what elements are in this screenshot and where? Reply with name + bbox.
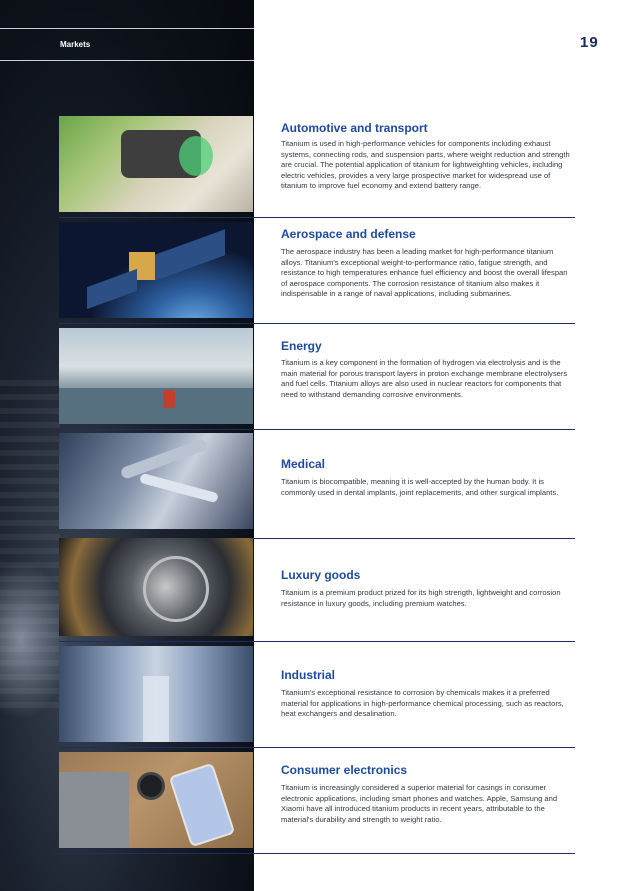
entry-divider — [59, 747, 575, 748]
entry-divider — [59, 641, 575, 642]
entry-body: The aerospace industry has been a leading market for high-performance titanium alloys. Titanium's exceptional weight-to-performance ratio, fatigue strength, and resistance to high temperatures enhance fuel efficiency and boost the overall lifespan of aerospace components. The corrosion resistance of titanium also makes it indispensable in a range of naval applications, including submarines. — [281, 247, 568, 299]
entry-divider — [59, 323, 575, 324]
entry-title: Consumer electronics — [281, 763, 408, 777]
medical-implant-photo — [59, 433, 253, 529]
market-entry-medical — [59, 433, 575, 539]
market-entry-luxury — [59, 538, 575, 642]
entry-title: Energy — [281, 339, 322, 353]
industrial-plant-photo — [59, 646, 253, 742]
entry-body: Titanium is increasingly considered a superior material for casings in consumer electronic applications, including smart phones and watches. Apple, Samsung and Xiaomi have all introduced titanium products in recent years, attributable to the material's durability and strength to weight ratio. — [281, 783, 558, 824]
market-entry-consumer-electronics — [59, 752, 575, 854]
satellite-photo — [59, 222, 253, 318]
entry-title: Automotive and transport — [281, 121, 428, 135]
market-entry-industrial — [59, 646, 575, 748]
header-rule-bottom — [0, 60, 254, 61]
luxury-watch-photo — [59, 538, 253, 636]
market-entry-aerospace — [59, 222, 575, 324]
automotive-photo — [59, 116, 253, 212]
page-number: 19 — [580, 34, 599, 51]
market-entry-energy — [59, 328, 575, 430]
entry-body: Titanium is a premium product prized for its high strength, lightweight and corrosion resistance in luxury goods, including premium watches. — [281, 588, 561, 608]
entry-body: Titanium is used in high-performance vehicles for components including exhaust systems, connecting rods, and suspension parts, where weight reduction and strength are crucial. The potential application of titanium for lightweighting vehicles, including electric vehicles, provides a very large prospective market for widespread use of titanium to improve fuel economy and extend battery range. — [281, 139, 570, 191]
wind-turbine-photo — [59, 328, 253, 424]
entry-divider — [59, 217, 575, 218]
section-label: Markets — [60, 40, 91, 49]
entry-title: Aerospace and defense — [281, 227, 416, 241]
consumer-electronics-photo — [59, 752, 253, 848]
entry-title: Medical — [281, 457, 326, 471]
entry-body: Titanium's exceptional resistance to corrosion by chemicals makes it a preferred material for applications in high-performance chemical processing, such as reactors, heat exchangers and desalination. — [281, 688, 564, 719]
entry-divider — [59, 853, 575, 854]
entry-divider — [59, 429, 575, 430]
entry-body: Titanium is biocompatible, meaning it is well-accepted by the human body. It is commonly used in dental implants, joint replacements, and other surgical implants. — [281, 477, 559, 497]
market-entry-automotive — [59, 116, 575, 218]
entry-title: Luxury goods — [281, 568, 361, 582]
header-rule-top — [0, 28, 254, 29]
entry-title: Industrial — [281, 668, 336, 682]
entry-body: Titanium is a key component in the formation of hydrogen via electrolysis and is the main material for porous transport layers in proton exchange membrane electrolysers and fuel cells. Titanium alloys are also used in nuclear reactors for components that need to withstand demanding corrosive environments. — [281, 358, 568, 399]
